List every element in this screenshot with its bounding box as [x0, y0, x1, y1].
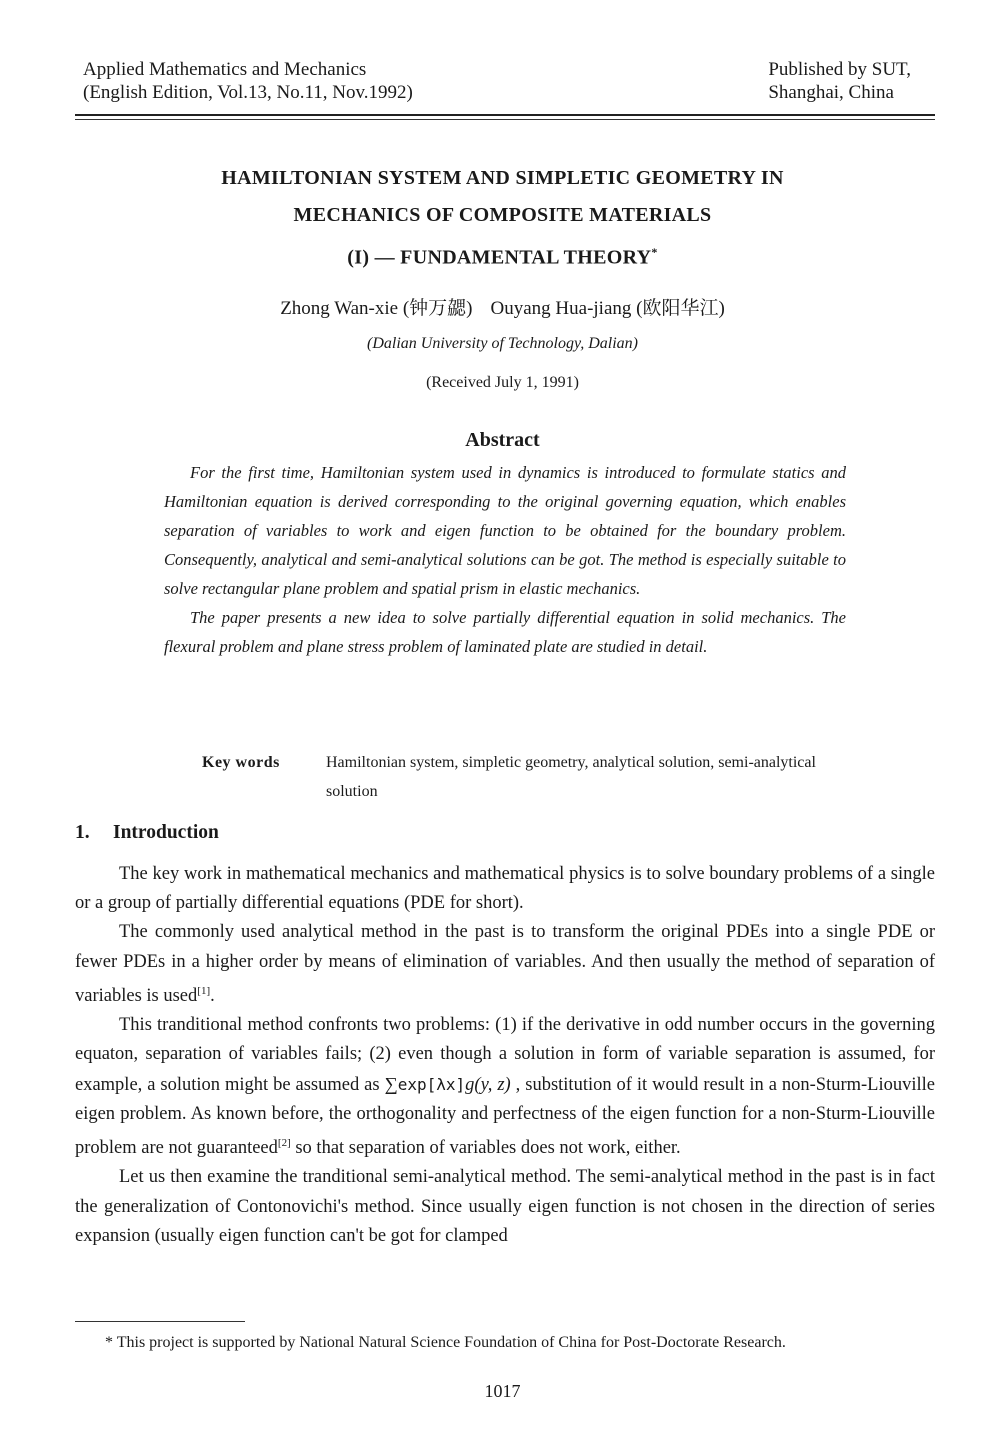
section-title: Introduction	[113, 822, 219, 843]
formula-exp: exp[λx]	[397, 1074, 466, 1094]
title-line-3	[0, 234, 1005, 277]
title-line-2: MECHANICS OF COMPOSITE MATERIALS	[293, 204, 712, 226]
publisher-location: Shanghai, China	[768, 82, 894, 103]
footnote-text: This project is supported by National Natural Science Foundation of China for Post-Doctorate Research.	[116, 1334, 786, 1351]
title-footnote-mark: *	[651, 245, 658, 259]
body-paragraph-4: Let us then examine the tranditional semi-analytical method. The semi-analytical method in the past is in fact the generalization of Contonovichi's method. Since usually eigen function is not chosen in the direction of series expansion (usually eigen function can't be got for clamped	[75, 1167, 935, 1246]
abstract-paragraph-2: The paper presents a new idea to solve partially differential equation in solid mechanics. The flexural problem and plane stress problem of laminated plate are studied in detail.	[164, 608, 846, 656]
page-header	[75, 58, 935, 108]
keywords-label: Key words	[202, 754, 280, 771]
paper-title	[0, 160, 1005, 277]
formula-function: g(y, z)	[465, 1074, 511, 1095]
title-line-1: HAMILTONIAN SYSTEM AND SIMPLETIC GEOMETRY IN	[221, 167, 784, 189]
body-paragraph-3	[75, 1011, 935, 1163]
body-paragraph-3-part-b: , substitution of it would result in a non-Sturm-Liouville eigen problem. As known before, the orthogonality and perfectness of the eigen function for a non-Sturm-Liouville problem are not guaranteed	[75, 1074, 936, 1159]
publisher-name: Published by SUT,	[768, 59, 911, 80]
title-line-3-text: (I) — FUNDAMENTAL THEORY	[347, 246, 652, 269]
section-heading	[75, 822, 219, 844]
abstract-body	[164, 458, 846, 661]
section-number: 1.	[75, 822, 90, 843]
abstract-heading: Abstract	[465, 429, 540, 451]
publisher-info	[768, 58, 911, 104]
abstract-paragraph-1: For the first time, Hamiltonian system used in dynamics is introduced to formulate statics and Hamiltonian equation is derived corresponding to the original governing equation, which enables separation of variables to work and eigen function to be obtained for the boundary problem. Consequently, analytical and semi-analytical solutions can be got. The method is especially suitable to solve rectangular plane problem and spatial prism in elastic mechanics.	[164, 463, 846, 598]
section-body	[75, 860, 935, 1251]
citation-1: [1]	[197, 984, 211, 997]
authors	[0, 293, 1005, 320]
page-number: 1017	[484, 1381, 521, 1401]
body-paragraph-3-part-c: so that separation of variables does not work, either.	[295, 1138, 681, 1159]
author-1: Zhong Wan-xie (钟万勰)	[280, 298, 473, 319]
citation-2: [2]	[277, 1136, 291, 1149]
body-paragraph-2-text: The commonly used analytical method in the past is to transform the original PDEs into a single PDE or fewer PDEs in a higher order by means of elimination of variables. And then usually the method of separation of variables is used	[75, 922, 935, 1006]
journal-info	[83, 58, 413, 104]
journal-name: Applied Mathematics and Mechanics	[83, 59, 367, 80]
received-date: (Received July 1, 1991)	[426, 374, 579, 391]
header-rule-thick	[75, 114, 935, 116]
author-2: Ouyang Hua-jiang (欧阳华江)	[490, 298, 725, 319]
affiliation: (Dalian University of Technology, Dalian)	[367, 335, 638, 352]
body-paragraph-2	[75, 918, 935, 1011]
journal-edition: (English Edition, Vol.13, No.11, Nov.1992)	[83, 82, 413, 103]
footnote	[105, 1328, 935, 1357]
footnote-mark: *	[105, 1334, 113, 1351]
keywords-text: Hamiltonian system, simpletic geometry, analytical solution, semi-analytical solution	[326, 754, 816, 800]
footnote-rule	[75, 1321, 245, 1322]
body-paragraph-3-part-a: This tranditional method confronts two problems: (1) if the derivative in odd number occurs in the governing equaton, separation of variables fails; (2) even though a solution in form of variable separation is assumed, for example, a solution might be assumed as	[75, 1015, 935, 1095]
formula-sum-sign: ∑	[384, 1074, 398, 1095]
body-paragraph-1: The key work in mathematical mechanics and mathematical physics is to solve boundary problems of a single or a group of partially differential equations (PDE for short).	[75, 864, 935, 914]
header-rule-thin	[75, 119, 935, 120]
body-paragraph-2-end: .	[210, 985, 215, 1006]
